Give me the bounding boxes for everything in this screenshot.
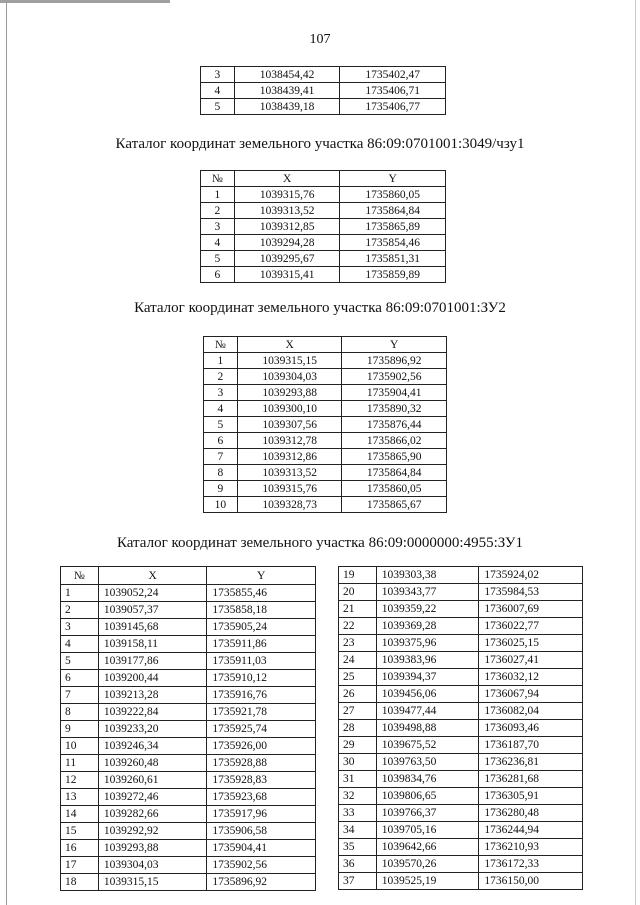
catalog-table-2 <box>203 336 447 513</box>
cell-number: 1 <box>61 585 99 602</box>
table-row <box>61 619 316 636</box>
cell-x: 1039315,76 <box>237 481 342 497</box>
table-row <box>61 585 316 602</box>
cell-number: 9 <box>61 721 99 738</box>
cell-number: 19 <box>339 567 377 584</box>
cell-y: 1736210,93 <box>479 839 583 856</box>
table-row <box>204 449 447 465</box>
cell-number: 2 <box>61 602 99 619</box>
cell-x: 1039375,96 <box>376 635 479 652</box>
table-row <box>339 703 583 720</box>
table-row <box>204 481 447 497</box>
cell-x: 1039675,52 <box>376 737 479 754</box>
cell-number: 7 <box>204 449 238 465</box>
header-x: X <box>234 171 340 187</box>
cell-y: 1735905,24 <box>207 619 316 636</box>
cell-number: 4 <box>201 235 235 251</box>
table-row <box>339 584 583 601</box>
cell-y: 1736281,68 <box>479 771 583 788</box>
cell-y: 1735928,88 <box>207 755 316 772</box>
cell-x: 1039313,52 <box>237 465 342 481</box>
cell-x: 1039282,66 <box>98 806 207 823</box>
cell-y: 1735910,12 <box>207 670 316 687</box>
catalog-title-1: Каталог координат земельного участка 86:09:0701001:3049/чзу1 <box>115 136 525 152</box>
cell-y: 1735864,84 <box>342 465 447 481</box>
cell-number: 1 <box>204 353 238 369</box>
cell-x: 1039394,37 <box>376 669 479 686</box>
cell-y: 1735890,32 <box>342 401 447 417</box>
table-row <box>61 874 316 891</box>
cell-x: 1039498,88 <box>376 720 479 737</box>
cell-number: 17 <box>61 857 99 874</box>
table-row <box>339 618 583 635</box>
cell-number: 4 <box>201 83 235 99</box>
table-row <box>339 754 583 771</box>
cell-number: 10 <box>61 738 99 755</box>
cell-number: 6 <box>201 267 235 283</box>
table-row <box>61 670 316 687</box>
cell-y: 1735859,89 <box>340 267 446 283</box>
table-row <box>61 704 316 721</box>
cell-y: 1735402,47 <box>340 67 446 83</box>
table-row <box>201 67 446 83</box>
cell-y: 1735923,68 <box>207 789 316 806</box>
cell-x: 1038439,18 <box>234 99 340 115</box>
header-number: № <box>201 171 235 187</box>
cell-x: 1039294,28 <box>234 235 340 251</box>
cell-y: 1736067,94 <box>479 686 583 703</box>
cell-y: 1736093,46 <box>479 720 583 737</box>
cell-y: 1735911,86 <box>207 636 316 653</box>
cell-x: 1039312,78 <box>237 433 342 449</box>
cell-y: 1736172,33 <box>479 856 583 873</box>
cell-x: 1039295,67 <box>234 251 340 267</box>
cell-y: 1735865,67 <box>342 497 447 513</box>
table-row <box>339 771 583 788</box>
table-row <box>339 601 583 618</box>
table-row <box>339 567 583 584</box>
table-row <box>204 401 447 417</box>
table-row <box>201 203 446 219</box>
page-number: 107 <box>309 32 331 47</box>
cell-y: 1736025,15 <box>479 635 583 652</box>
table-row <box>339 669 583 686</box>
cell-y: 1735911,03 <box>207 653 316 670</box>
cell-y: 1735926,00 <box>207 738 316 755</box>
cell-number: 5 <box>61 653 99 670</box>
cell-number: 24 <box>339 652 377 669</box>
cell-x: 1039177,86 <box>98 653 207 670</box>
table-row <box>61 840 316 857</box>
table-row <box>201 267 446 283</box>
cell-x: 1039272,46 <box>98 789 207 806</box>
cell-number: 35 <box>339 839 377 856</box>
cell-y: 1735917,96 <box>207 806 316 823</box>
cell-x: 1039642,66 <box>376 839 479 856</box>
table-row <box>339 856 583 873</box>
table-row <box>201 187 446 203</box>
catalog-table-1 <box>200 170 446 283</box>
continuation-table <box>200 66 446 115</box>
table-row <box>204 385 447 401</box>
cell-number: 8 <box>204 465 238 481</box>
cell-y: 1735858,18 <box>207 602 316 619</box>
cell-number: 16 <box>61 840 99 857</box>
cell-number: 9 <box>204 481 238 497</box>
cell-y: 1736007,69 <box>479 601 583 618</box>
table-row <box>61 806 316 823</box>
cell-number: 33 <box>339 805 377 822</box>
cell-number: 5 <box>201 251 235 267</box>
cell-y: 1735865,90 <box>342 449 447 465</box>
table-row <box>61 823 316 840</box>
table-row <box>339 805 583 822</box>
cell-x: 1039456,06 <box>376 686 479 703</box>
table-row <box>61 636 316 653</box>
table-row <box>204 417 447 433</box>
table-row <box>61 721 316 738</box>
scan-edge-top <box>0 0 170 3</box>
cell-y: 1736305,91 <box>479 788 583 805</box>
cell-number: 13 <box>61 789 99 806</box>
header-x: X <box>98 567 207 585</box>
cell-y: 1736244,94 <box>479 822 583 839</box>
table-row <box>339 873 583 890</box>
cell-y: 1735925,74 <box>207 721 316 738</box>
cell-y: 1735864,84 <box>340 203 446 219</box>
cell-x: 1039477,44 <box>376 703 479 720</box>
cell-number: 6 <box>204 433 238 449</box>
table-row <box>61 755 316 772</box>
header-y: Y <box>342 337 447 353</box>
header-y: Y <box>340 171 446 187</box>
cell-x: 1039246,34 <box>98 738 207 755</box>
cell-number: 29 <box>339 737 377 754</box>
cell-x: 1039315,15 <box>237 353 342 369</box>
cell-number: 5 <box>204 417 238 433</box>
cell-y: 1735902,56 <box>207 857 316 874</box>
cell-x: 1039834,76 <box>376 771 479 788</box>
cell-number: 26 <box>339 686 377 703</box>
catalog-table-3-left <box>60 566 316 891</box>
header-y: Y <box>207 567 316 585</box>
cell-x: 1039313,52 <box>234 203 340 219</box>
cell-y: 1735854,46 <box>340 235 446 251</box>
cell-x: 1039315,15 <box>98 874 207 891</box>
cell-x: 1039292,92 <box>98 823 207 840</box>
cell-x: 1039057,37 <box>98 602 207 619</box>
cell-y: 1736150,00 <box>479 873 583 890</box>
cell-number: 11 <box>61 755 99 772</box>
cell-y: 1735924,02 <box>479 567 583 584</box>
cell-number: 3 <box>61 619 99 636</box>
table-row <box>204 433 447 449</box>
table-row <box>61 738 316 755</box>
cell-number: 2 <box>201 203 235 219</box>
cell-number: 8 <box>61 704 99 721</box>
cell-number: 25 <box>339 669 377 686</box>
cell-y: 1735866,02 <box>342 433 447 449</box>
cell-y: 1735984,53 <box>479 584 583 601</box>
cell-x: 1039304,03 <box>98 857 207 874</box>
table-header-row <box>61 567 316 585</box>
cell-x: 1039383,96 <box>376 652 479 669</box>
table-row <box>201 235 446 251</box>
catalog-table-3-right <box>338 566 583 890</box>
cell-y: 1735860,05 <box>342 481 447 497</box>
cell-number: 15 <box>61 823 99 840</box>
cell-x: 1039260,48 <box>98 755 207 772</box>
cell-y: 1736280,48 <box>479 805 583 822</box>
table-header-row <box>201 171 446 187</box>
cell-x: 1039763,50 <box>376 754 479 771</box>
table-row <box>201 99 446 115</box>
cell-y: 1735406,71 <box>340 83 446 99</box>
table-row <box>201 219 446 235</box>
table-row <box>204 353 447 369</box>
cell-number: 6 <box>61 670 99 687</box>
table-row <box>204 497 447 513</box>
cell-x: 1039300,10 <box>237 401 342 417</box>
table-row <box>61 687 316 704</box>
table-row <box>339 822 583 839</box>
cell-number: 32 <box>339 788 377 805</box>
table-row <box>339 737 583 754</box>
header-x: X <box>237 337 342 353</box>
cell-x: 1039222,84 <box>98 704 207 721</box>
cell-x: 1039343,77 <box>376 584 479 601</box>
table-row <box>61 653 316 670</box>
cell-x: 1039260,61 <box>98 772 207 789</box>
cell-x: 1039328,73 <box>237 497 342 513</box>
cell-x: 1039158,11 <box>98 636 207 653</box>
cell-x: 1039570,26 <box>376 856 479 873</box>
cell-x: 1039303,38 <box>376 567 479 584</box>
cell-number: 2 <box>204 369 238 385</box>
table-row <box>339 788 583 805</box>
table-row <box>61 789 316 806</box>
cell-x: 1039369,28 <box>376 618 479 635</box>
cell-x: 1039233,20 <box>98 721 207 738</box>
table-row <box>61 602 316 619</box>
cell-x: 1039200,44 <box>98 670 207 687</box>
cell-y: 1735406,77 <box>340 99 446 115</box>
cell-y: 1735921,78 <box>207 704 316 721</box>
cell-number: 28 <box>339 720 377 737</box>
cell-number: 22 <box>339 618 377 635</box>
table-row <box>201 251 446 267</box>
cell-x: 1039145,68 <box>98 619 207 636</box>
table-row <box>61 772 316 789</box>
cell-y: 1736187,70 <box>479 737 583 754</box>
cell-number: 4 <box>204 401 238 417</box>
table-row <box>204 465 447 481</box>
cell-x: 1039525,19 <box>376 873 479 890</box>
cell-x: 1039293,88 <box>98 840 207 857</box>
cell-x: 1039766,37 <box>376 805 479 822</box>
cell-y: 1736236,81 <box>479 754 583 771</box>
cell-number: 30 <box>339 754 377 771</box>
cell-x: 1039705,16 <box>376 822 479 839</box>
cell-y: 1735896,92 <box>207 874 316 891</box>
table-row <box>339 635 583 652</box>
cell-number: 18 <box>61 874 99 891</box>
cell-x: 1039359,22 <box>376 601 479 618</box>
table-row <box>339 652 583 669</box>
cell-x: 1039307,56 <box>237 417 342 433</box>
cell-x: 1038454,42 <box>234 67 340 83</box>
cell-y: 1735928,83 <box>207 772 316 789</box>
cell-y: 1736022,77 <box>479 618 583 635</box>
cell-x: 1038439,41 <box>234 83 340 99</box>
cell-y: 1736027,41 <box>479 652 583 669</box>
cell-y: 1735904,41 <box>342 385 447 401</box>
cell-number: 7 <box>61 687 99 704</box>
catalog-title-3: Каталог координат земельного участка 86:09:0000000:4955:ЗУ1 <box>116 535 523 551</box>
cell-x: 1039213,28 <box>98 687 207 704</box>
cell-x: 1039806,65 <box>376 788 479 805</box>
cell-x: 1039315,41 <box>234 267 340 283</box>
cell-x: 1039312,86 <box>237 449 342 465</box>
cell-number: 37 <box>339 873 377 890</box>
cell-x: 1039293,88 <box>237 385 342 401</box>
cell-number: 34 <box>339 822 377 839</box>
cell-x: 1039312,85 <box>234 219 340 235</box>
cell-y: 1735904,41 <box>207 840 316 857</box>
cell-y: 1735896,92 <box>342 353 447 369</box>
catalog-title-2: Каталог координат земельного участка 86:09:0701001:ЗУ2 <box>134 300 506 316</box>
cell-y: 1735865,89 <box>340 219 446 235</box>
cell-number: 23 <box>339 635 377 652</box>
cell-x: 1039304,03 <box>237 369 342 385</box>
header-number: № <box>61 567 99 585</box>
cell-y: 1735851,31 <box>340 251 446 267</box>
table-row <box>204 369 447 385</box>
cell-number: 5 <box>201 99 235 115</box>
cell-x: 1039052,24 <box>98 585 207 602</box>
cell-number: 1 <box>201 187 235 203</box>
table-row <box>339 839 583 856</box>
cell-y: 1735860,05 <box>340 187 446 203</box>
cell-number: 3 <box>201 219 235 235</box>
cell-x: 1039315,76 <box>234 187 340 203</box>
cell-y: 1735855,46 <box>207 585 316 602</box>
header-number: № <box>204 337 238 353</box>
cell-y: 1735916,76 <box>207 687 316 704</box>
cell-number: 4 <box>61 636 99 653</box>
table-row <box>201 83 446 99</box>
cell-number: 27 <box>339 703 377 720</box>
table-row <box>339 686 583 703</box>
cell-y: 1736032,12 <box>479 669 583 686</box>
cell-number: 12 <box>61 772 99 789</box>
cell-y: 1736082,04 <box>479 703 583 720</box>
table-row <box>339 720 583 737</box>
cell-number: 31 <box>339 771 377 788</box>
cell-number: 14 <box>61 806 99 823</box>
cell-y: 1735902,56 <box>342 369 447 385</box>
cell-number: 10 <box>204 497 238 513</box>
cell-number: 21 <box>339 601 377 618</box>
cell-number: 3 <box>204 385 238 401</box>
table-row <box>61 857 316 874</box>
cell-number: 3 <box>201 67 235 83</box>
cell-number: 20 <box>339 584 377 601</box>
cell-number: 36 <box>339 856 377 873</box>
table-header-row <box>204 337 447 353</box>
cell-y: 1735876,44 <box>342 417 447 433</box>
cell-y: 1735906,58 <box>207 823 316 840</box>
